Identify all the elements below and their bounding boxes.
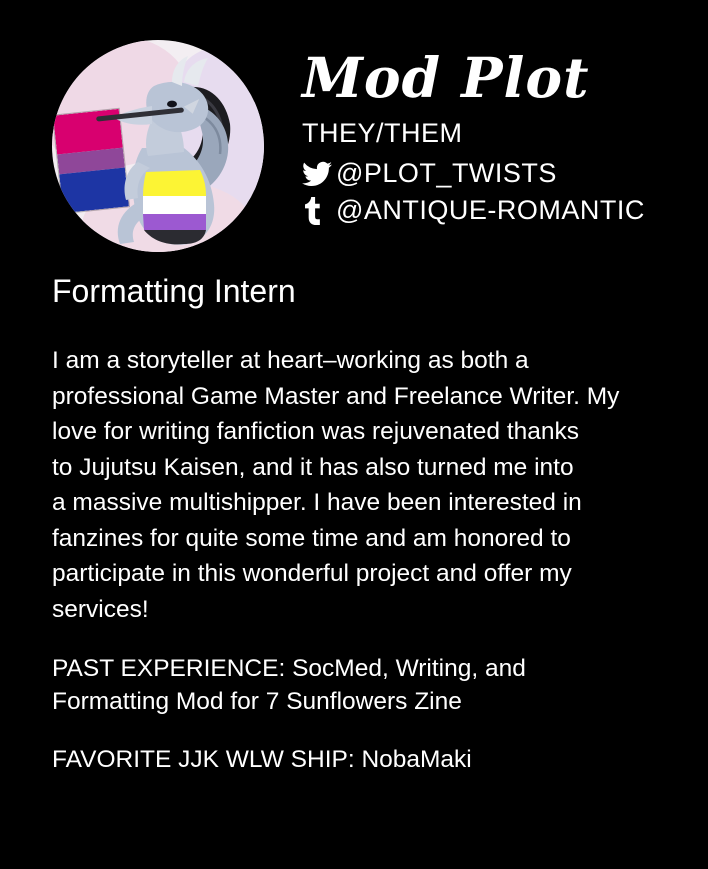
tumblr-handle-row [302,196,688,226]
bio-line: love for writing fanfiction was rejuvenated thanks [52,418,580,446]
past-experience-line: PAST EXPERIENCE: SocMed, Writing, and [52,655,526,683]
bio-line: fanzines for quite some time and am honored to [52,524,571,552]
dragon-avatar-icon [80,52,250,252]
past-experience [52,653,678,718]
tumblr-handle: @ANTIQUE-ROMANTIC [336,195,645,226]
twitter-handle-row [302,159,688,189]
pronouns: THEY/THEM [302,118,463,148]
past-experience-line: Formatting Mod for 7 Sunflowers Zine [52,687,462,715]
twitter-handle: @PLOT_TWISTS [336,157,557,188]
favorite-ship-line: FAVORITE JJK WLW SHIP: NobaMaki [52,745,472,773]
bio-line: I am a storyteller at heart–working as both a [52,347,529,375]
profile-header [0,0,708,252]
bio-paragraph [52,343,678,627]
tumblr-icon [302,197,336,225]
avatar-artwork [52,40,264,252]
twitter-bird-icon [302,161,336,187]
avatar [52,40,264,252]
bio-line: services! [52,595,149,623]
bio-line: participate in this wonderful project and offer my [52,560,572,588]
profile-header-text [264,40,688,234]
profile-body [0,252,708,776]
favorite-ship [52,744,678,776]
bio-line: to Jujutsu Kaisen, and it has also turned me into [52,453,574,481]
role-title: Formatting Intern [52,273,296,309]
bio-line: a massive multishipper. I have been interested in [52,489,582,517]
bio-line: professional Game Master and Freelance Writer. My [52,382,620,410]
mod-name: Mod Plot [302,45,590,110]
